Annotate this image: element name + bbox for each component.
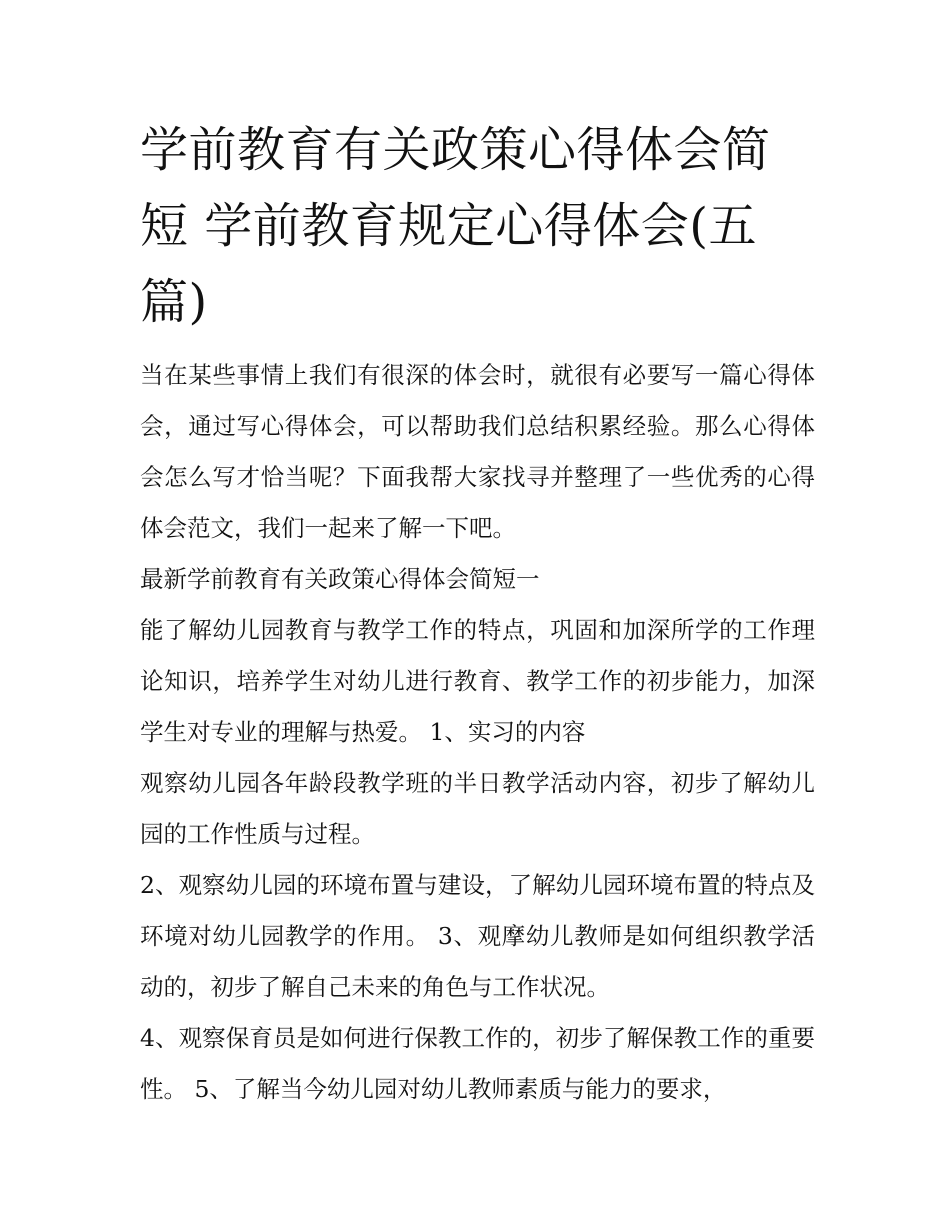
paragraph-intro: 当在某些事情上我们有很深的体会时，就很有必要写一篇心得体会，通过写心得体会，可以帮助我们总结积累经验。那么心得体会怎么写才恰当呢？下面我帮大家找寻并整理了一些优秀的心得体会范文，我们一起来了解一下吧。 [140,361,815,542]
paragraph-item-1: 观察幼儿园各年龄段教学班的半日教学活动内容，初步了解幼儿园的工作性质与过程。 [140,769,815,848]
paragraph-purpose: 能了解幼儿园教育与教学工作的特点，巩固和加深所学的工作理论知识，培养学生对幼儿进行教育、教学工作的初步能力，加深学生对专业的理解与热爱。 1、实习的内容 [140,616,815,746]
paragraph-items-2-3: 2、观察幼儿园的环境布置与建设，了解幼儿园环境布置的特点及环境对幼儿园教学的作用。 3、观摩幼儿教师是如何组织教学活动的，初步了解自己未来的角色与工作状况。 [140,871,815,1001]
paragraph-items-4-5: 4、观察保育员是如何进行保教工作的，初步了解保教工作的重要性。 5、了解当今幼儿园对幼儿教师素质与能力的要求， [140,1024,815,1103]
document-title: 学前教育有关政策心得体会简短 学前教育规定心得体会(五篇) [140,122,771,330]
paragraph-section-heading: 最新学前教育有关政策心得体会简短一 [140,565,540,593]
document-page [140,112,815,1115]
